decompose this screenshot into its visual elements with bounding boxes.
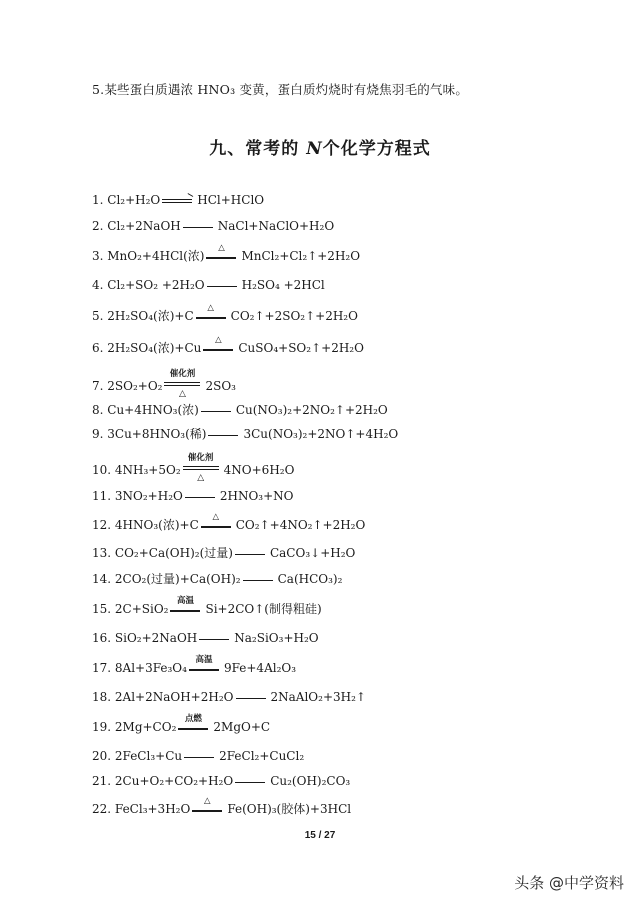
title-prefix: 九、常考的: [209, 139, 307, 159]
equation-row: [92, 795, 352, 818]
equals-arrow-icon: [207, 278, 237, 294]
equation-reactants: 11. 3NO₂+H₂O: [92, 489, 183, 503]
equation-row: [92, 654, 297, 677]
equation-products: 2SO₃: [205, 379, 236, 393]
page-number: 15 / 27: [304, 830, 336, 841]
equation-products: 9Fe+4Al₂O₃: [223, 661, 297, 675]
equation-products: MnCl₂+Cl₂↑+2H₂O: [241, 249, 361, 263]
equation-products: H₂SO₄ +2HCl: [241, 278, 325, 292]
catalyst-arrow-icon: [164, 368, 200, 399]
equation-reactants: 20. 2FeCl₃+Cu: [92, 749, 183, 763]
equation-products: Fe(OH)₃(胶体)+3HCl: [227, 802, 352, 816]
equals-arrow-icon: [243, 572, 273, 588]
equation-reactants: 15. 2C+SiO₂: [92, 602, 169, 616]
equation-row: [92, 242, 361, 265]
condition-arrow-icon: [196, 302, 226, 325]
equation-reactants: 16. SiO₂+2NaOH: [92, 631, 198, 645]
equals-arrow-icon: [236, 690, 266, 706]
equation-reactants: 21. 2Cu+O₂+CO₂+H₂O: [92, 774, 234, 788]
equation-row: [92, 302, 358, 325]
equation-products: 2MgO+C: [213, 720, 271, 734]
condition-label: △: [212, 511, 220, 522]
equation-reactants: 14. 2CO₂(过量)+Ca(OH)₂: [92, 572, 241, 586]
condition-label: △: [204, 795, 211, 806]
equation-reactants: 4. Cl₂+SO₂ +2H₂O: [92, 278, 205, 292]
condition-arrow-icon: [192, 795, 222, 818]
equals-arrow-icon: [201, 403, 231, 419]
equals-arrow-icon: [235, 774, 265, 790]
condition-label: 点燃: [184, 713, 202, 724]
equation-row: [92, 277, 325, 294]
equation-products: CuSO₄+SO₂↑+2H₂O: [238, 341, 364, 355]
equation-row: [92, 713, 271, 736]
equation-reactants: 12. 4HNO₃(浓)+C: [92, 518, 199, 532]
condition-label: 催化剂: [169, 368, 196, 379]
equation-row: [92, 571, 342, 588]
condition-label: △: [207, 302, 214, 313]
intro-line: 5.某些蛋白质遇浓 HNO₃ 变黄，蛋白质灼烧时有烧焦羽毛的气味。: [92, 82, 469, 97]
equation-reactants: 2. Cl₂+2NaOH: [92, 219, 181, 233]
equation-products: CO₂↑+2SO₂↑+2H₂O: [230, 309, 358, 323]
equation-products: 4NO+6H₂O: [223, 463, 295, 477]
equation-products: NaCl+NaClO+H₂O: [217, 219, 335, 233]
equation-row: [92, 402, 388, 419]
condition-arrow-icon: [189, 654, 219, 677]
equation-products: Cu₂(OH)₂CO₃: [270, 774, 351, 788]
equation-reactants: 5. 2H₂SO₄(浓)+C: [92, 309, 194, 323]
equals-arrow-icon: [184, 749, 214, 765]
equation-products: CO₂↑+4NO₂↑+2H₂O: [235, 518, 366, 532]
equation-products: 2HNO₃+NO: [219, 489, 294, 503]
equation-reactants: 13. CO₂+Ca(OH)₂(过量): [92, 546, 233, 560]
condition-label: △: [215, 334, 222, 345]
equals-arrow-icon: [183, 219, 213, 235]
equation-products: 2FeCl₂+CuCl₂: [219, 749, 305, 763]
equation-row: [92, 452, 295, 483]
equation-products: 2NaAlO₂+3H₂↑: [270, 690, 366, 704]
section-title: [0, 134, 640, 159]
equation-products: HCl+HClO: [197, 193, 265, 207]
equation-row: [92, 192, 264, 209]
watermark: 头条 @中学资料: [514, 874, 624, 892]
condition-label: 高温: [176, 595, 194, 606]
equation-reactants: 19. 2Mg+CO₂: [92, 720, 177, 734]
heat-label: △: [197, 472, 205, 483]
equation-products: Ca(HCO₃)₂: [277, 572, 343, 586]
equation-row: [92, 748, 304, 765]
heat-label: △: [179, 388, 186, 399]
catalyst-arrow-icon: [183, 452, 219, 483]
equation-reactants: 22. FeCl₃+3H₂O: [92, 802, 191, 816]
equation-reactants: 1. Cl₂+H₂O: [92, 193, 161, 207]
equation-products: 3Cu(NO₃)₂+2NO↑+4H₂O: [243, 427, 399, 441]
equation-row: [92, 511, 366, 534]
equation-row: [92, 630, 319, 647]
condition-label: 高温: [195, 654, 213, 665]
equation-products: Si+2CO↑(制得粗硅): [205, 602, 322, 616]
equation-row: [92, 595, 322, 618]
equation-row: [92, 426, 398, 443]
equation-reactants: 8. Cu+4HNO₃(浓): [92, 403, 199, 417]
equation-reactants: 3. MnO₂+4HCl(浓): [92, 249, 205, 263]
condition-label: △: [218, 242, 225, 253]
equation-reactants: 10. 4NH₃+5O₂: [92, 463, 181, 477]
condition-arrow-icon: [178, 713, 208, 736]
title-variable: N: [306, 139, 323, 159]
condition-arrow-icon: [201, 511, 231, 534]
equation-products: Na₂SiO₃+H₂O: [234, 631, 319, 645]
condition-arrow-icon: [206, 242, 236, 265]
equals-arrow-icon: [185, 489, 215, 505]
equation-row: [92, 368, 236, 399]
equals-arrow-icon: [199, 631, 229, 647]
condition-arrow-icon: [203, 334, 233, 357]
equation-products: Cu(NO₃)₂+2NO₂↑+2H₂O: [235, 403, 388, 417]
reversible-arrow-icon: [162, 193, 192, 209]
equation-reactants: 18. 2Al+2NaOH+2H₂O: [92, 690, 234, 704]
equation-reactants: 6. 2H₂SO₄(浓)+Cu: [92, 341, 202, 355]
equation-reactants: 17. 8Al+3Fe₃O₄: [92, 661, 187, 675]
equation-row: [92, 545, 355, 562]
equation-row: [92, 488, 294, 505]
equation-reactants: 7. 2SO₂+O₂: [92, 379, 163, 393]
equation-row: [92, 773, 350, 790]
equals-arrow-icon: [235, 546, 265, 562]
condition-arrow-icon: [170, 595, 200, 618]
equation-row: [92, 689, 366, 706]
equation-reactants: 9. 3Cu+8HNO₃(稀): [92, 427, 207, 441]
title-suffix: 个化学方程式: [322, 139, 431, 159]
equals-arrow-icon: [208, 427, 238, 443]
equation-row: [92, 218, 334, 235]
condition-label: 催化剂: [187, 452, 214, 463]
equation-row: [92, 334, 364, 357]
equation-products: CaCO₃↓+H₂O: [269, 546, 356, 560]
